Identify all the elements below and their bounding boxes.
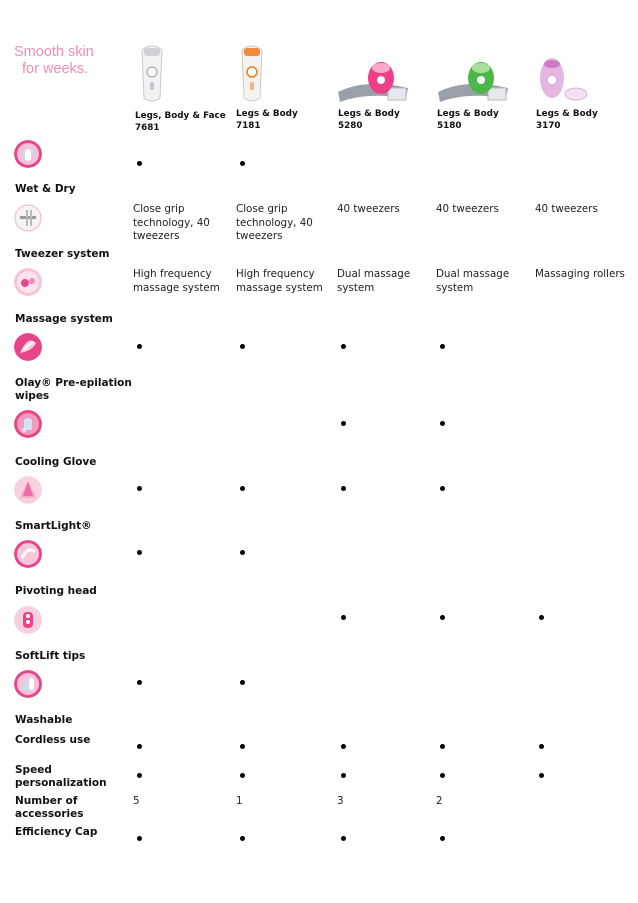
feature-label-softlift-tips: SoftLift tips bbox=[15, 650, 86, 662]
wet-dry-icon bbox=[14, 140, 42, 168]
product-name: Legs & Body bbox=[236, 109, 298, 119]
softlift-tips-icon bbox=[14, 606, 42, 634]
feature-dot bbox=[137, 344, 142, 349]
tweezer-value-7181: Close grip technology, 40 tweezers bbox=[236, 203, 313, 242]
feature-dot bbox=[440, 773, 445, 778]
product-header-5280 bbox=[338, 108, 400, 132]
feature-label-tweezer-system: Tweezer system bbox=[15, 248, 110, 260]
feature-dot bbox=[137, 550, 142, 555]
feature-label-massage-system: Massage system bbox=[15, 313, 113, 325]
feature-dot bbox=[341, 773, 346, 778]
feature-dot bbox=[440, 486, 445, 491]
feature-dot bbox=[240, 486, 245, 491]
product-image-7181 bbox=[238, 44, 266, 104]
cooling-glove-icon bbox=[14, 410, 42, 438]
massage-value-5180: Dual massage system bbox=[436, 268, 510, 294]
feature-dot bbox=[240, 344, 245, 349]
massage-value-7681: High frequency massage system bbox=[133, 268, 220, 294]
product-model: 7681 bbox=[135, 123, 160, 133]
product-model: 5280 bbox=[338, 121, 363, 131]
pivoting-head-icon bbox=[14, 540, 42, 568]
tagline-line-2: for weeks. bbox=[22, 61, 89, 77]
feature-dot bbox=[137, 486, 142, 491]
feature-dot bbox=[137, 161, 142, 166]
feature-dot bbox=[137, 744, 142, 749]
feature-dot bbox=[539, 773, 544, 778]
accessories-value-5280: 3 bbox=[337, 795, 344, 807]
product-model: 3170 bbox=[536, 121, 561, 131]
feature-dot bbox=[440, 744, 445, 749]
product-header-3170 bbox=[536, 108, 598, 132]
tweezer-value-3170: 40 tweezers bbox=[535, 203, 598, 215]
svg-text:❄: ❄ bbox=[21, 427, 27, 435]
feature-label-olay-wipes: Olay® Pre-epilation wipes bbox=[15, 377, 132, 402]
feature-label-number-of-accessories: Number of accessories bbox=[15, 795, 84, 820]
feature-dot bbox=[539, 615, 544, 620]
product-image-3170 bbox=[536, 56, 592, 104]
product-image-5180 bbox=[436, 58, 510, 104]
product-name: Legs & Body bbox=[338, 109, 400, 119]
feature-dot bbox=[240, 680, 245, 685]
feature-dot bbox=[440, 836, 445, 841]
feature-dot bbox=[341, 486, 346, 491]
feature-label-wet-dry: Wet & Dry bbox=[15, 183, 76, 195]
product-image-5280 bbox=[336, 58, 410, 104]
feature-dot bbox=[341, 615, 346, 620]
olay-wipes-icon bbox=[14, 333, 42, 361]
feature-dot bbox=[440, 421, 445, 426]
feature-label-speed-personalization: Speed personalization bbox=[15, 764, 107, 789]
feature-label-smartlight: SmartLight® bbox=[15, 520, 92, 532]
tweezer-value-7681: Close grip technology, 40 tweezers bbox=[133, 203, 210, 242]
tagline bbox=[14, 44, 94, 78]
feature-label-cordless-use: Cordless use bbox=[15, 734, 91, 746]
feature-dot bbox=[240, 744, 245, 749]
washable-icon bbox=[14, 670, 42, 698]
product-name: Legs, Body & Face bbox=[135, 111, 226, 121]
feature-label-washable: Washable bbox=[15, 714, 73, 726]
tweezer-value-5180: 40 tweezers bbox=[436, 203, 499, 215]
feature-label-efficiency-cap: Efficiency Cap bbox=[15, 826, 98, 838]
accessories-value-7681: 5 bbox=[133, 795, 140, 807]
feature-label-pivoting-head: Pivoting head bbox=[15, 585, 97, 597]
feature-label-cooling-glove: Cooling Glove bbox=[15, 456, 97, 468]
product-header-5180 bbox=[437, 108, 499, 132]
feature-dot bbox=[137, 773, 142, 778]
smartlight-icon bbox=[14, 476, 42, 504]
massage-value-3170: Massaging rollers bbox=[535, 268, 625, 280]
tagline-line-1: Smooth skin bbox=[14, 44, 94, 60]
feature-dot bbox=[539, 744, 544, 749]
feature-dot bbox=[341, 344, 346, 349]
feature-dot bbox=[240, 550, 245, 555]
massage-value-5280: Dual massage system bbox=[337, 268, 411, 294]
feature-dot bbox=[240, 773, 245, 778]
product-header-7181 bbox=[236, 108, 298, 132]
feature-dot bbox=[137, 680, 142, 685]
feature-dot bbox=[240, 836, 245, 841]
product-name: Legs & Body bbox=[536, 109, 598, 119]
feature-dot bbox=[440, 344, 445, 349]
feature-dot bbox=[341, 421, 346, 426]
massage-value-7181: High frequency massage system bbox=[236, 268, 323, 294]
accessories-value-5180: 2 bbox=[436, 795, 443, 807]
feature-dot bbox=[240, 161, 245, 166]
feature-dot bbox=[440, 615, 445, 620]
product-name: Legs & Body bbox=[437, 109, 499, 119]
feature-dot bbox=[137, 836, 142, 841]
product-model: 7181 bbox=[236, 121, 261, 131]
feature-dot bbox=[341, 836, 346, 841]
product-image-7681 bbox=[138, 44, 166, 104]
product-model: 5180 bbox=[437, 121, 462, 131]
tweezer-system-icon bbox=[14, 204, 42, 232]
feature-dot bbox=[341, 744, 346, 749]
tweezer-value-5280: 40 tweezers bbox=[337, 203, 400, 215]
accessories-value-7181: 1 bbox=[236, 795, 243, 807]
product-header-7681 bbox=[135, 110, 226, 134]
massage-system-icon bbox=[14, 268, 42, 296]
